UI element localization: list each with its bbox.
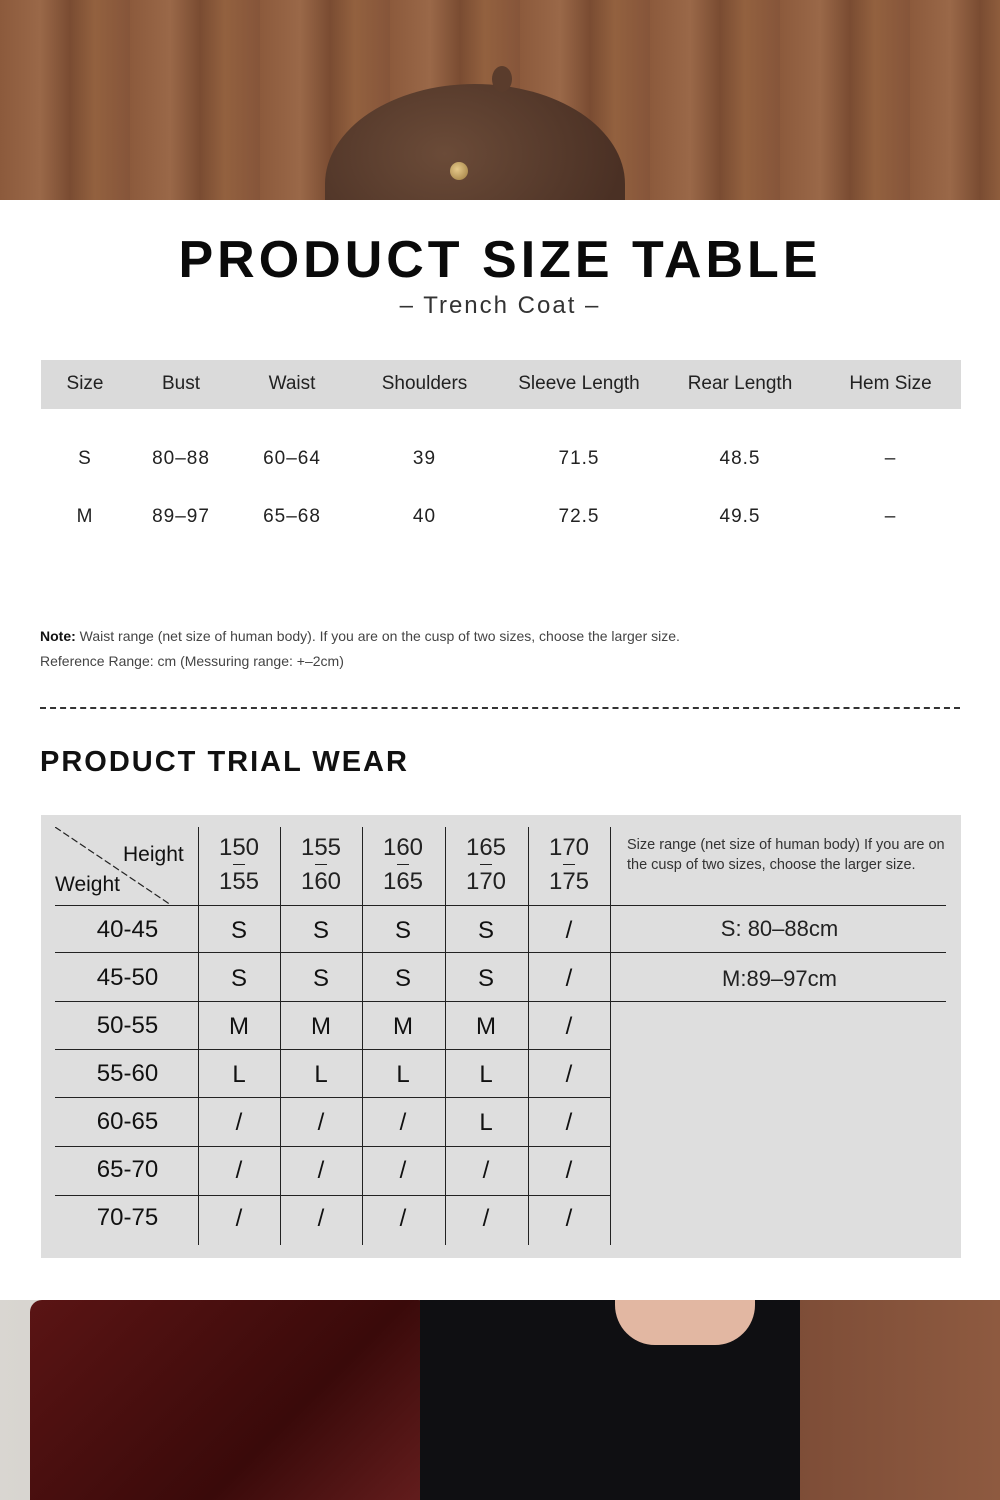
- height-to: 170: [465, 868, 507, 895]
- size-row-s: [41, 448, 961, 478]
- note-label: Note:: [40, 628, 76, 644]
- header-rear-length: Rear Length: [687, 373, 793, 394]
- weight-range: 50-55: [96, 1012, 159, 1039]
- height-to: 155: [218, 868, 260, 895]
- height-from: 170: [548, 834, 590, 861]
- height-range-170-175: [528, 829, 610, 900]
- size-value: M: [229, 1013, 249, 1040]
- header-waist: Waist: [268, 373, 316, 394]
- top-photo: [0, 0, 1000, 200]
- size-chart-panel: [0, 200, 1000, 1300]
- page-subtitle: – Trench Coat –: [399, 292, 601, 319]
- size-value: /: [317, 1205, 325, 1232]
- size-value: /: [565, 965, 573, 992]
- size-table-header: [41, 360, 961, 409]
- header-sleeve-length: Sleeve Length: [518, 373, 640, 394]
- height-from: 155: [300, 834, 342, 861]
- leather-bag: [30, 1300, 430, 1500]
- bust-m-range: M:89–97cm: [722, 966, 837, 991]
- size-value: /: [317, 1157, 325, 1184]
- height-range-150-155: [198, 829, 280, 900]
- size-value: /: [399, 1109, 407, 1136]
- weight-range: 40-45: [96, 916, 159, 943]
- size-cell: S: [78, 448, 92, 469]
- height-from: 160: [382, 834, 424, 861]
- size-value: L: [396, 1061, 410, 1088]
- height-range-155-160: [280, 829, 362, 900]
- size-value: /: [317, 1109, 325, 1136]
- weight-range: 45-50: [96, 964, 159, 991]
- size-value: /: [565, 1157, 573, 1184]
- size-value: S: [394, 965, 411, 992]
- height-axis-label: Height: [123, 843, 184, 866]
- grid-line: [55, 952, 946, 953]
- hem-cell: –: [884, 506, 897, 527]
- reference-range: Reference Range: cm (Messuring range: +–2cm): [40, 653, 344, 669]
- hem-cell: –: [884, 448, 897, 469]
- header-hem-size: Hem Size: [849, 373, 932, 394]
- trial-wear-title: PRODUCT TRIAL WEAR: [40, 746, 409, 778]
- grid-line: [55, 1097, 611, 1098]
- beret-hat: [325, 84, 625, 200]
- height-range-160-165: [362, 829, 444, 900]
- grid-line: [55, 905, 946, 906]
- size-note: [40, 624, 680, 674]
- weight-range: 60-65: [96, 1108, 159, 1135]
- size-value: /: [235, 1157, 243, 1184]
- size-value: /: [565, 1205, 573, 1232]
- rear-cell: 48.5: [719, 448, 761, 469]
- weight-range: 65-70: [96, 1156, 159, 1183]
- size-value: S: [477, 917, 494, 944]
- grid-line: [55, 1146, 611, 1147]
- beret-pin: [450, 162, 468, 180]
- size-value: S: [230, 965, 247, 992]
- trial-note: Size range (net size of human body) If you are on the cusp of two sizes, choose the larger size.: [627, 837, 945, 873]
- sleeve-cell: 72.5: [558, 506, 600, 527]
- size-value: M: [393, 1013, 413, 1040]
- grid-line: [55, 1195, 611, 1196]
- size-value: L: [232, 1061, 246, 1088]
- sleeve-cell: 71.5: [558, 448, 600, 469]
- size-value: /: [482, 1157, 490, 1184]
- size-value: L: [314, 1061, 328, 1088]
- bust-s-range: S: 80–88cm: [720, 916, 839, 941]
- beret-stalk: [492, 66, 512, 92]
- height-from: 150: [218, 834, 260, 861]
- shoulders-cell: 40: [412, 506, 437, 527]
- header-bust: Bust: [161, 373, 201, 394]
- bust-cell: 89–97: [152, 506, 210, 527]
- size-value: /: [565, 1109, 573, 1136]
- size-value: S: [230, 917, 247, 944]
- weight-range: 70-75: [96, 1204, 159, 1231]
- note-text: Waist range (net size of human body). If you are on the cusp of two sizes, choose the larger size.: [75, 628, 680, 644]
- size-value: S: [312, 965, 329, 992]
- bottom-photo: [0, 1300, 1000, 1500]
- height-from: 165: [465, 834, 507, 861]
- height-to: 175: [548, 868, 590, 895]
- height-range-165-170: [445, 829, 527, 900]
- grid-line: [55, 1049, 611, 1050]
- header-size: Size: [66, 373, 104, 394]
- size-value: /: [565, 1061, 573, 1088]
- shoulders-cell: 39: [412, 448, 437, 469]
- size-value: M: [476, 1013, 496, 1040]
- size-value: S: [312, 917, 329, 944]
- height-to: 165: [382, 868, 424, 895]
- size-row-m: [41, 506, 961, 536]
- size-value: /: [565, 917, 573, 944]
- waist-cell: 65–68: [263, 506, 321, 527]
- grid-line: [610, 827, 611, 1245]
- trial-wear-table: [41, 815, 961, 1258]
- size-value: /: [235, 1205, 243, 1232]
- hand: [615, 1300, 755, 1345]
- dashed-divider: [40, 707, 960, 709]
- weight-axis-label: Weight: [55, 873, 120, 896]
- size-value: /: [399, 1157, 407, 1184]
- size-value: L: [479, 1061, 493, 1088]
- size-value: L: [479, 1109, 493, 1136]
- size-value: /: [565, 1013, 573, 1040]
- weight-range: 55-60: [96, 1060, 159, 1087]
- size-value: S: [394, 917, 411, 944]
- grid-line: [55, 1001, 946, 1002]
- height-to: 160: [300, 868, 342, 895]
- size-value: /: [482, 1205, 490, 1232]
- size-value: M: [311, 1013, 331, 1040]
- header-shoulders: Shoulders: [381, 373, 468, 394]
- waist-cell: 60–64: [263, 448, 321, 469]
- page-title: PRODUCT SIZE TABLE: [178, 231, 822, 289]
- size-value: /: [399, 1205, 407, 1232]
- size-value: /: [235, 1109, 243, 1136]
- bust-cell: 80–88: [152, 448, 210, 469]
- size-value: S: [477, 965, 494, 992]
- rear-cell: 49.5: [719, 506, 761, 527]
- size-cell: M: [76, 506, 94, 527]
